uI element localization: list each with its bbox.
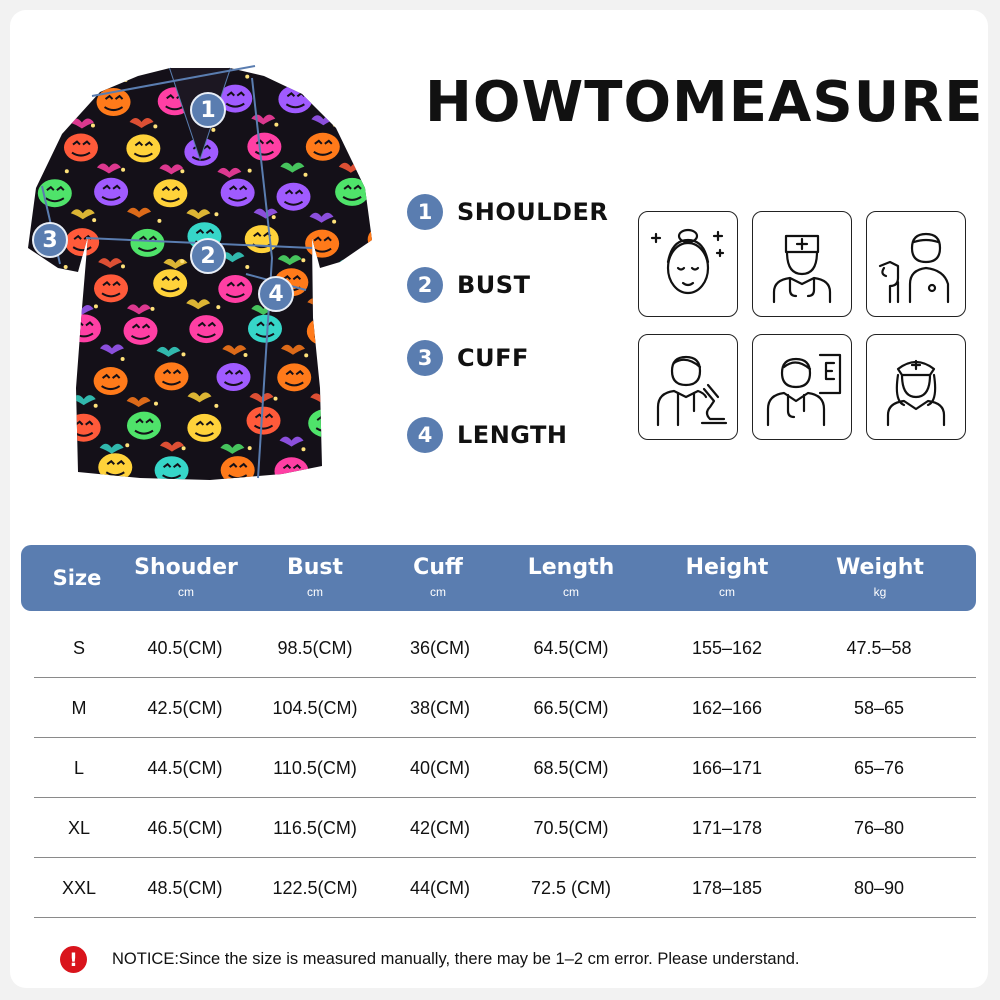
bat-print xyxy=(131,483,155,490)
legend-number: 1 xyxy=(407,194,443,230)
star-dot-print xyxy=(272,215,276,219)
cell-bust: 110.5(CM) xyxy=(273,758,357,778)
table-row xyxy=(34,738,976,798)
cell-weight: 65–76 xyxy=(853,758,905,778)
cell-shoulder: 46.5(CM) xyxy=(147,818,223,838)
star-dot-print xyxy=(305,75,309,79)
bat-print xyxy=(341,439,365,449)
cell-bust: 122.5(CM) xyxy=(272,878,358,898)
measure-badge-3: 3 xyxy=(32,222,68,258)
cell-height: 155–162 xyxy=(691,638,763,658)
cell-height: 171–178 xyxy=(691,818,763,838)
legend-label: BUST xyxy=(457,271,531,299)
pumpkin-face-print xyxy=(346,372,364,386)
star-dot-print xyxy=(362,168,366,172)
pumpkin-print xyxy=(124,317,158,345)
column-header-cuff xyxy=(413,545,463,611)
pumpkin-print xyxy=(39,365,73,393)
cell-shoulder: 40.5(CM) xyxy=(147,638,223,658)
pumpkin-print xyxy=(337,275,371,303)
star-dot-print xyxy=(91,124,95,128)
star-dot-print xyxy=(301,447,305,451)
bat-print xyxy=(367,114,380,124)
exclamation-icon: ! xyxy=(60,946,87,973)
cell-cuff: 40(CM) xyxy=(409,758,471,778)
star-dot-print xyxy=(214,404,218,408)
star-dot-print xyxy=(124,78,128,82)
bat-print xyxy=(307,487,331,490)
pumpkin-print xyxy=(67,314,101,342)
column-header-unit: kg xyxy=(873,585,887,599)
star-dot-print xyxy=(180,259,184,263)
pumpkin-print xyxy=(338,364,372,392)
legend-item-bust xyxy=(407,267,530,303)
column-header-label: Weight xyxy=(836,555,924,580)
legend-number: 2 xyxy=(407,267,443,303)
star-dot-print xyxy=(181,352,185,356)
pumpkin-print xyxy=(221,179,255,207)
star-dot-print xyxy=(94,304,98,308)
pumpkin-print xyxy=(154,362,188,390)
star-dot-print xyxy=(214,212,218,216)
scrub-top-image xyxy=(20,58,380,490)
pumpkin-print xyxy=(217,363,251,391)
pumpkin-face-print xyxy=(375,328,380,342)
scientist-icon xyxy=(638,334,738,440)
veterinarian-icon xyxy=(866,211,966,317)
column-header-length xyxy=(528,545,615,611)
pumpkin-print xyxy=(33,455,67,483)
cell-size: L xyxy=(73,758,85,778)
column-header-bust xyxy=(287,545,343,611)
cell-height: 162–166 xyxy=(691,698,763,718)
star-dot-print xyxy=(333,123,337,127)
star-dot-print xyxy=(66,355,70,359)
star-dot-print xyxy=(245,75,249,79)
star-dot-print xyxy=(334,307,338,311)
pumpkin-print xyxy=(335,178,369,206)
column-header-label: Height xyxy=(685,555,769,580)
star-dot-print xyxy=(180,169,184,173)
table-row xyxy=(34,798,976,858)
legend-label: LENGTH xyxy=(457,421,568,449)
star-dot-print xyxy=(361,74,365,78)
column-header-label: Bust xyxy=(286,555,344,580)
pumpkin-print xyxy=(247,407,281,435)
bat-print xyxy=(368,208,380,218)
star-dot-print xyxy=(216,305,220,309)
cell-weight: 47.5–58 xyxy=(846,638,912,658)
table-row xyxy=(34,858,976,918)
star-dot-print xyxy=(248,169,252,173)
pumpkin-face-print xyxy=(376,234,380,248)
pumpkin-print xyxy=(335,459,369,487)
cell-shoulder: 44.5(CM) xyxy=(147,758,223,778)
cell-length: 70.5(CM) xyxy=(533,818,609,838)
notice xyxy=(60,946,800,973)
star-dot-print xyxy=(92,218,96,222)
star-dot-print xyxy=(304,353,308,357)
pumpkin-face-print xyxy=(315,325,333,339)
cell-height: 178–185 xyxy=(691,878,763,898)
star-dot-print xyxy=(121,264,125,268)
cell-weight: 80–90 xyxy=(853,878,905,898)
pumpkin-face-print xyxy=(343,467,361,481)
pumpkin-print xyxy=(155,456,189,484)
star-dot-print xyxy=(244,353,248,357)
star-dot-print xyxy=(64,265,68,269)
legend-number: 3 xyxy=(407,340,443,376)
column-header-label: Shouder xyxy=(134,555,238,580)
pumpkin-print xyxy=(367,410,380,438)
column-header-weight xyxy=(836,545,924,611)
pumpkin-print xyxy=(248,315,282,343)
row-divider xyxy=(34,917,976,918)
pumpkin-print xyxy=(277,183,311,211)
bat-print xyxy=(338,260,362,270)
star-dot-print xyxy=(364,265,368,269)
column-header-unit: cm xyxy=(429,585,446,599)
pumpkin-print xyxy=(307,317,341,345)
cell-size: M xyxy=(71,698,87,718)
doctor-icon xyxy=(752,211,852,317)
cell-length: 72.5 (CM) xyxy=(530,878,612,898)
pumpkin-print xyxy=(367,320,380,348)
bat-print xyxy=(340,347,364,357)
pumpkin-face-print xyxy=(373,145,380,159)
star-dot-print xyxy=(121,357,125,361)
cell-bust: 98.5(CM) xyxy=(277,638,353,658)
star-dot-print xyxy=(121,168,125,172)
pumpkin-print xyxy=(306,133,340,161)
pumpkin-print xyxy=(126,134,160,162)
column-header-shoulder xyxy=(134,545,238,611)
cell-height: 166–171 xyxy=(691,758,763,778)
cell-size: XL xyxy=(67,818,91,838)
pumpkin-print xyxy=(98,453,132,481)
pumpkin-face-print xyxy=(45,96,63,110)
pumpkin-print xyxy=(94,367,128,395)
pumpkin-print xyxy=(189,315,223,343)
star-dot-print xyxy=(65,169,69,173)
column-header-label: Length xyxy=(527,555,615,580)
column-header-size xyxy=(53,545,102,611)
pumpkin-print xyxy=(187,414,221,442)
star-dot-print xyxy=(157,219,161,223)
cell-length: 68.5(CM) xyxy=(533,758,609,778)
cell-size: XXL xyxy=(61,878,97,898)
measure-badge-4: 4 xyxy=(258,276,294,312)
pumpkin-print xyxy=(153,179,187,207)
star-dot-print xyxy=(304,173,308,177)
measure-badge-2: 2 xyxy=(190,238,226,274)
star-dot-print xyxy=(60,445,64,449)
cell-length: 64.5(CM) xyxy=(533,638,609,658)
star-dot-print xyxy=(274,397,278,401)
pumpkin-print xyxy=(130,229,164,257)
pumpkin-print xyxy=(127,412,161,440)
star-dot-print xyxy=(274,123,278,127)
cell-cuff: 42(CM) xyxy=(409,818,471,838)
legend-label: SHOULDER xyxy=(457,198,609,226)
pumpkin-print xyxy=(67,414,101,442)
column-header-label: Size xyxy=(52,566,102,590)
pumpkin-print xyxy=(37,88,71,116)
bat-print xyxy=(370,305,380,315)
legend-label: CUFF xyxy=(457,344,529,372)
measure-badge-1: 1 xyxy=(190,92,226,128)
pumpkin-print xyxy=(94,274,128,302)
cell-weight: 58–65 xyxy=(853,698,905,718)
pumpkin-face-print xyxy=(375,418,380,432)
legend-item-cuff xyxy=(407,340,529,376)
column-header-unit: cm xyxy=(306,585,323,599)
cell-shoulder: 42.5(CM) xyxy=(147,698,223,718)
column-header-unit: cm xyxy=(178,585,194,599)
cell-shoulder: 48.5(CM) xyxy=(147,878,223,898)
pumpkin-face-print xyxy=(45,283,63,297)
star-dot-print xyxy=(248,446,252,450)
cell-cuff: 44(CM) xyxy=(409,878,471,898)
pumpkin-print xyxy=(274,457,308,485)
bat-print xyxy=(368,489,380,490)
star-dot-print xyxy=(125,443,129,447)
table-row xyxy=(34,618,976,678)
pumpkin-face-print xyxy=(342,92,360,106)
pumpkin-print xyxy=(94,178,128,206)
beautician-icon xyxy=(638,211,738,317)
pumpkin-print xyxy=(153,269,187,297)
star-dot-print xyxy=(362,449,366,453)
pumpkin-print xyxy=(245,225,279,253)
pumpkin-print xyxy=(64,134,98,162)
star-dot-print xyxy=(365,354,369,358)
pumpkin-print xyxy=(277,363,311,391)
cell-weight: 76–80 xyxy=(853,818,905,838)
pumpkin-print xyxy=(334,84,368,112)
star-dot-print xyxy=(64,78,68,82)
nurse-icon xyxy=(866,334,966,440)
star-dot-print xyxy=(94,404,98,408)
pumpkin-print xyxy=(37,275,71,303)
pumpkin-print xyxy=(247,133,281,161)
star-dot-print xyxy=(301,258,305,262)
column-header-label: Cuff xyxy=(413,555,463,580)
star-dot-print xyxy=(154,402,158,406)
column-header-height xyxy=(686,545,769,611)
pumpkin-face-print xyxy=(47,373,65,387)
cell-size: S xyxy=(72,638,86,658)
pumpkin-print xyxy=(305,230,339,258)
pumpkin-print xyxy=(65,228,99,256)
star-dot-print xyxy=(245,265,249,269)
optometrist-icon xyxy=(752,334,852,440)
cell-cuff: 36(CM) xyxy=(409,638,471,658)
pumpkin-face-print xyxy=(41,463,59,477)
cell-bust: 104.5(CM) xyxy=(272,698,358,718)
bat-print xyxy=(188,486,212,490)
pumpkin-print xyxy=(221,456,255,484)
legend-item-shoulder xyxy=(407,194,608,230)
star-dot-print xyxy=(211,128,215,132)
pumpkin-print xyxy=(365,137,380,165)
size-table-header xyxy=(21,545,976,611)
star-dot-print xyxy=(151,307,155,311)
legend-number: 4 xyxy=(407,417,443,453)
star-dot-print xyxy=(182,446,186,450)
star-dot-print xyxy=(332,220,336,224)
legend-item-length xyxy=(407,417,568,453)
cell-length: 66.5(CM) xyxy=(533,698,609,718)
pumpkin-print xyxy=(278,85,312,113)
star-dot-print xyxy=(153,124,157,128)
cell-cuff: 38(CM) xyxy=(409,698,471,718)
star-dot-print xyxy=(335,399,339,403)
table-row xyxy=(34,678,976,738)
column-header-unit: cm xyxy=(563,585,579,599)
pumpkin-face-print xyxy=(345,283,363,297)
page-title: HOWTOMEASURE xyxy=(425,70,984,135)
bat-print xyxy=(371,394,380,404)
notice-text: NOTICE:Since the size is measured manually, there may be 1–2 cm error. Please understand. xyxy=(112,950,800,968)
bat-print xyxy=(66,485,90,490)
bat-print xyxy=(254,486,278,490)
pumpkin-print xyxy=(308,409,342,437)
cell-bust: 116.5(CM) xyxy=(273,818,357,838)
column-header-unit: cm xyxy=(719,585,735,599)
pumpkin-print xyxy=(218,275,252,303)
